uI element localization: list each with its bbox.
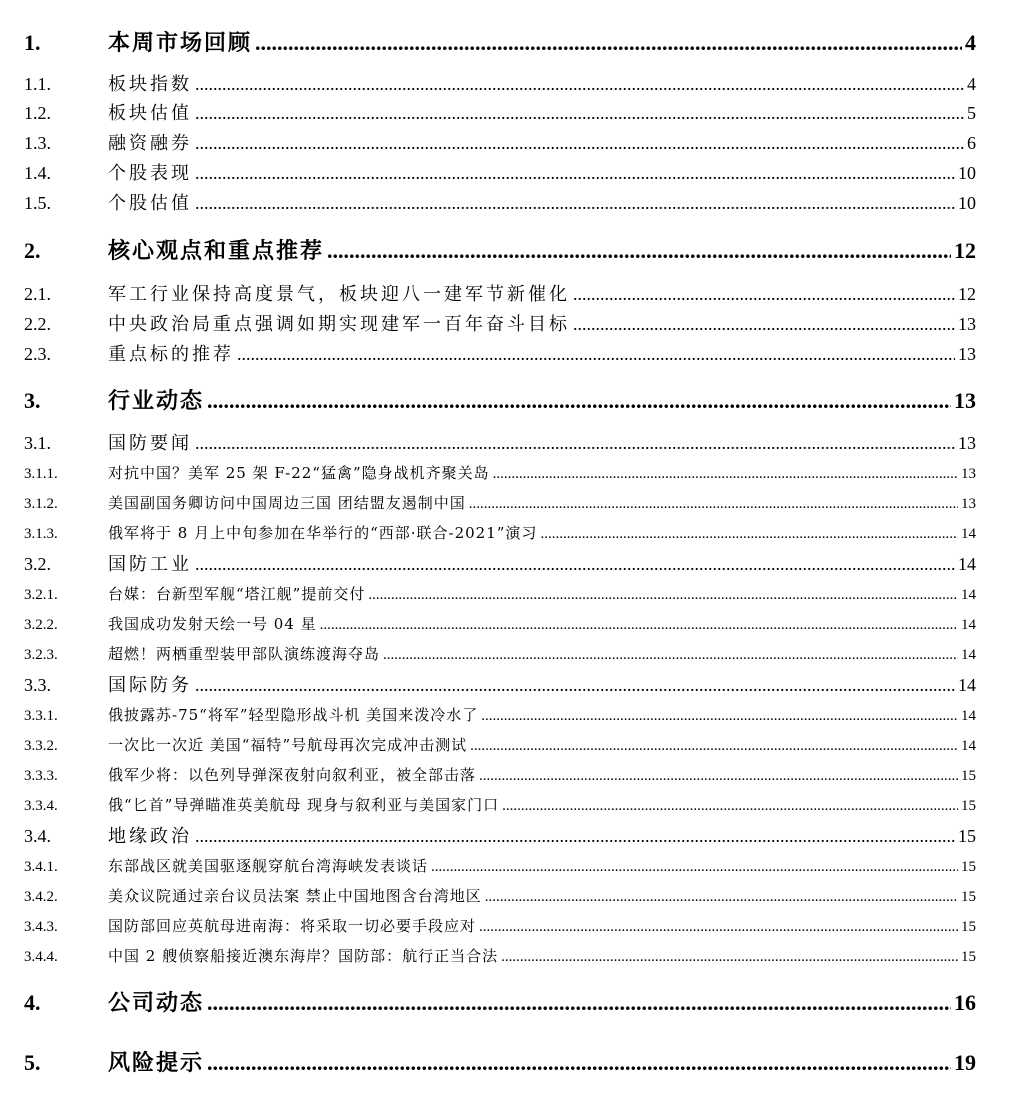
toc-entry[interactable]	[24, 99, 976, 125]
toc-number: 3.4.1.	[24, 859, 58, 875]
toc-entry[interactable]	[24, 915, 976, 936]
toc-title: 俄披露苏-75“将军”轻型隐形战斗机 美国来泼冷水了	[108, 706, 479, 724]
toc-number: 3.1.3.	[24, 526, 58, 542]
toc-entry[interactable]	[24, 885, 976, 906]
toc-entry[interactable]	[24, 310, 976, 336]
toc-entry[interactable]	[24, 583, 976, 604]
toc-title: 俄军少将：以色列导弹深夜射向叙利亚，被全部击落	[108, 766, 477, 784]
toc-entry[interactable]	[24, 704, 976, 725]
toc-title: 行业动态	[108, 388, 205, 414]
toc-entry[interactable]	[24, 671, 976, 697]
toc-title: 东部战区就美国驱逐舰穿航台湾海峡发表谈话	[108, 857, 429, 875]
toc-number: 2.3.	[24, 344, 51, 364]
toc-entry[interactable]	[24, 26, 976, 57]
dot-leader	[493, 466, 958, 483]
toc-entry[interactable]	[24, 1046, 976, 1077]
toc-page-number: 15	[961, 859, 976, 875]
toc-number: 3.4.2.	[24, 889, 58, 905]
dot-leader	[479, 919, 958, 936]
dot-leader	[195, 826, 955, 847]
dot-leader	[573, 284, 955, 305]
toc-title: 对抗中国？美军 25 架 F-22“猛禽”隐身战机齐聚关岛	[108, 464, 490, 482]
toc-entry[interactable]	[24, 189, 976, 215]
toc-page-number: 14	[958, 675, 976, 695]
toc-page-number: 14	[961, 647, 976, 663]
toc-number: 3.2.3.	[24, 647, 58, 663]
toc-page-number: 13	[958, 344, 976, 364]
toc-page-number: 14	[961, 587, 976, 603]
dot-leader	[195, 74, 964, 95]
dot-leader	[195, 193, 955, 214]
toc-number: 1.5.	[24, 193, 51, 213]
dot-leader	[207, 1050, 951, 1076]
toc-entry[interactable]	[24, 492, 976, 513]
dot-leader	[237, 344, 955, 365]
toc-title: 俄“匕首”导弹瞄准英美航母 现身与叙利亚与美国家门口	[108, 796, 500, 814]
toc-title: 中国 2 艘侦察船接近澳东海岸？国防部：航行正当合法	[108, 947, 499, 965]
toc-number: 3.	[24, 388, 41, 413]
toc-number: 2.1.	[24, 284, 51, 304]
toc-number: 1.3.	[24, 133, 51, 153]
toc-page-number: 13	[958, 314, 976, 334]
toc-page-number: 12	[958, 284, 976, 304]
toc-page-number: 15	[961, 919, 976, 935]
toc-entry[interactable]	[24, 429, 976, 455]
dot-leader	[481, 708, 958, 725]
toc-number: 1.	[24, 30, 41, 55]
toc-page-number: 14	[961, 526, 976, 542]
toc-number: 3.3.	[24, 675, 51, 695]
toc-number: 1.2.	[24, 103, 51, 123]
toc-entry[interactable]	[24, 384, 976, 415]
toc-page-number: 5	[967, 103, 976, 123]
toc-number: 3.2.	[24, 554, 51, 574]
dot-leader	[195, 675, 955, 696]
toc-entry[interactable]	[24, 945, 976, 966]
dot-leader	[195, 433, 955, 454]
toc-page-number: 14	[961, 738, 976, 754]
toc-title: 公司动态	[108, 990, 205, 1016]
toc-page-number: 4	[965, 30, 976, 55]
toc-title: 国防要闻	[108, 433, 192, 454]
toc-number: 3.1.	[24, 433, 51, 453]
toc-number: 3.4.3.	[24, 919, 58, 935]
toc-number: 4.	[24, 990, 41, 1015]
toc-title: 风险提示	[108, 1050, 205, 1076]
toc-page-number: 14	[961, 617, 976, 633]
toc-number: 3.4.	[24, 826, 51, 846]
toc-entry[interactable]	[24, 550, 976, 576]
toc-entry[interactable]	[24, 643, 976, 664]
toc-entry[interactable]	[24, 822, 976, 848]
toc-page-number: 15	[961, 949, 976, 965]
toc-title: 军工行业保持高度景气，板块迎八一建军节新催化	[108, 284, 570, 305]
toc-page-number: 4	[967, 74, 976, 94]
dot-leader	[368, 587, 958, 604]
toc-page-number: 14	[961, 708, 976, 724]
toc-number: 3.2.1.	[24, 587, 58, 603]
toc-title: 个股估值	[108, 193, 192, 214]
toc-title: 本周市场回顾	[108, 30, 253, 56]
toc-title: 俄军将于 8 月上中旬参加在华举行的“西部·联合-2021”演习	[108, 524, 538, 542]
toc-number: 3.3.1.	[24, 708, 58, 724]
toc-number: 2.2.	[24, 314, 51, 334]
toc-entry[interactable]	[24, 70, 976, 96]
toc-entry[interactable]	[24, 462, 976, 483]
toc-title: 国防工业	[108, 554, 192, 575]
toc-number: 3.3.3.	[24, 768, 58, 784]
toc-title: 融资融券	[108, 133, 192, 154]
toc-title: 美众议院通过亲台议员法案 禁止中国地图含台湾地区	[108, 887, 482, 905]
toc-entry[interactable]	[24, 522, 976, 543]
dot-leader	[501, 949, 958, 966]
toc-number: 1.4.	[24, 163, 51, 183]
toc-title: 我国成功发射天绘一号 04 星	[108, 615, 317, 633]
toc-number: 3.2.2.	[24, 617, 58, 633]
dot-leader	[540, 526, 958, 543]
toc-number: 1.1.	[24, 74, 51, 94]
toc-page-number: 14	[958, 554, 976, 574]
toc-page-number: 15	[961, 768, 976, 784]
toc-page-number: 13	[954, 388, 976, 413]
dot-leader	[195, 133, 964, 154]
toc-page-number: 13	[961, 496, 976, 512]
dot-leader	[327, 238, 951, 264]
dot-leader	[469, 496, 958, 513]
toc-page-number: 10	[958, 163, 976, 183]
toc-page-number: 12	[954, 238, 976, 263]
toc-entry[interactable]	[24, 280, 976, 306]
toc-entry[interactable]	[24, 794, 976, 815]
dot-leader	[470, 738, 958, 755]
dot-leader	[320, 617, 958, 634]
toc-page-number: 15	[958, 826, 976, 846]
toc-title: 地缘政治	[108, 826, 192, 847]
toc-number: 3.3.4.	[24, 798, 58, 814]
toc-entry[interactable]	[24, 159, 976, 185]
dot-leader	[485, 889, 958, 906]
toc-page-number: 19	[954, 1050, 976, 1075]
dot-leader	[195, 103, 964, 124]
toc-entry[interactable]	[24, 764, 976, 785]
toc-number: 3.1.2.	[24, 496, 58, 512]
dot-leader	[431, 859, 958, 876]
toc-title: 一次比一次近 美国“福特”号航母再次完成冲击测试	[108, 736, 468, 754]
toc-entry[interactable]	[24, 986, 976, 1017]
toc-title: 美国副国务卿访问中国周边三国 团结盟友遏制中国	[108, 494, 466, 512]
toc-title: 超燃！两栖重型装甲部队演练渡海夺岛	[108, 645, 381, 663]
dot-leader	[573, 314, 955, 335]
toc-number: 3.4.4.	[24, 949, 58, 965]
toc-page-number: 16	[954, 990, 976, 1015]
toc-page-number: 13	[961, 466, 976, 482]
dot-leader	[383, 647, 958, 664]
toc-number: 2.	[24, 238, 41, 263]
toc-entry[interactable]	[24, 613, 976, 634]
toc-title: 个股表现	[108, 163, 192, 184]
dot-leader	[479, 768, 958, 785]
dot-leader	[195, 554, 955, 575]
toc-entry[interactable]	[24, 234, 976, 265]
toc-entry[interactable]	[24, 129, 976, 155]
dot-leader	[207, 388, 951, 414]
toc-title: 国际防务	[108, 675, 192, 696]
dot-leader	[195, 163, 955, 184]
toc-page-number: 6	[967, 133, 976, 153]
toc-page-number: 13	[958, 433, 976, 453]
toc-title: 重点标的推荐	[108, 344, 234, 365]
toc-title: 板块估值	[108, 103, 192, 124]
toc-page-number: 10	[958, 193, 976, 213]
toc-title: 核心观点和重点推荐	[108, 238, 325, 264]
dot-leader	[255, 30, 962, 56]
toc-title: 国防部回应英航母进南海：将采取一切必要手段应对	[108, 917, 477, 935]
toc-title: 台媒：台新型军舰“塔江舰”提前交付	[108, 585, 366, 603]
toc-entry[interactable]	[24, 855, 976, 876]
toc-number: 3.3.2.	[24, 738, 58, 754]
toc-page-number: 15	[961, 798, 976, 814]
dot-leader	[207, 990, 951, 1016]
dot-leader	[502, 798, 958, 815]
toc-page-number: 15	[961, 889, 976, 905]
toc-title: 板块指数	[108, 74, 192, 95]
toc-entry[interactable]	[24, 734, 976, 755]
toc-number: 5.	[24, 1050, 41, 1075]
toc-number: 3.1.1.	[24, 466, 58, 482]
toc-entry[interactable]	[24, 340, 976, 366]
toc-title: 中央政治局重点强调如期实现建军一百年奋斗目标	[108, 314, 570, 335]
